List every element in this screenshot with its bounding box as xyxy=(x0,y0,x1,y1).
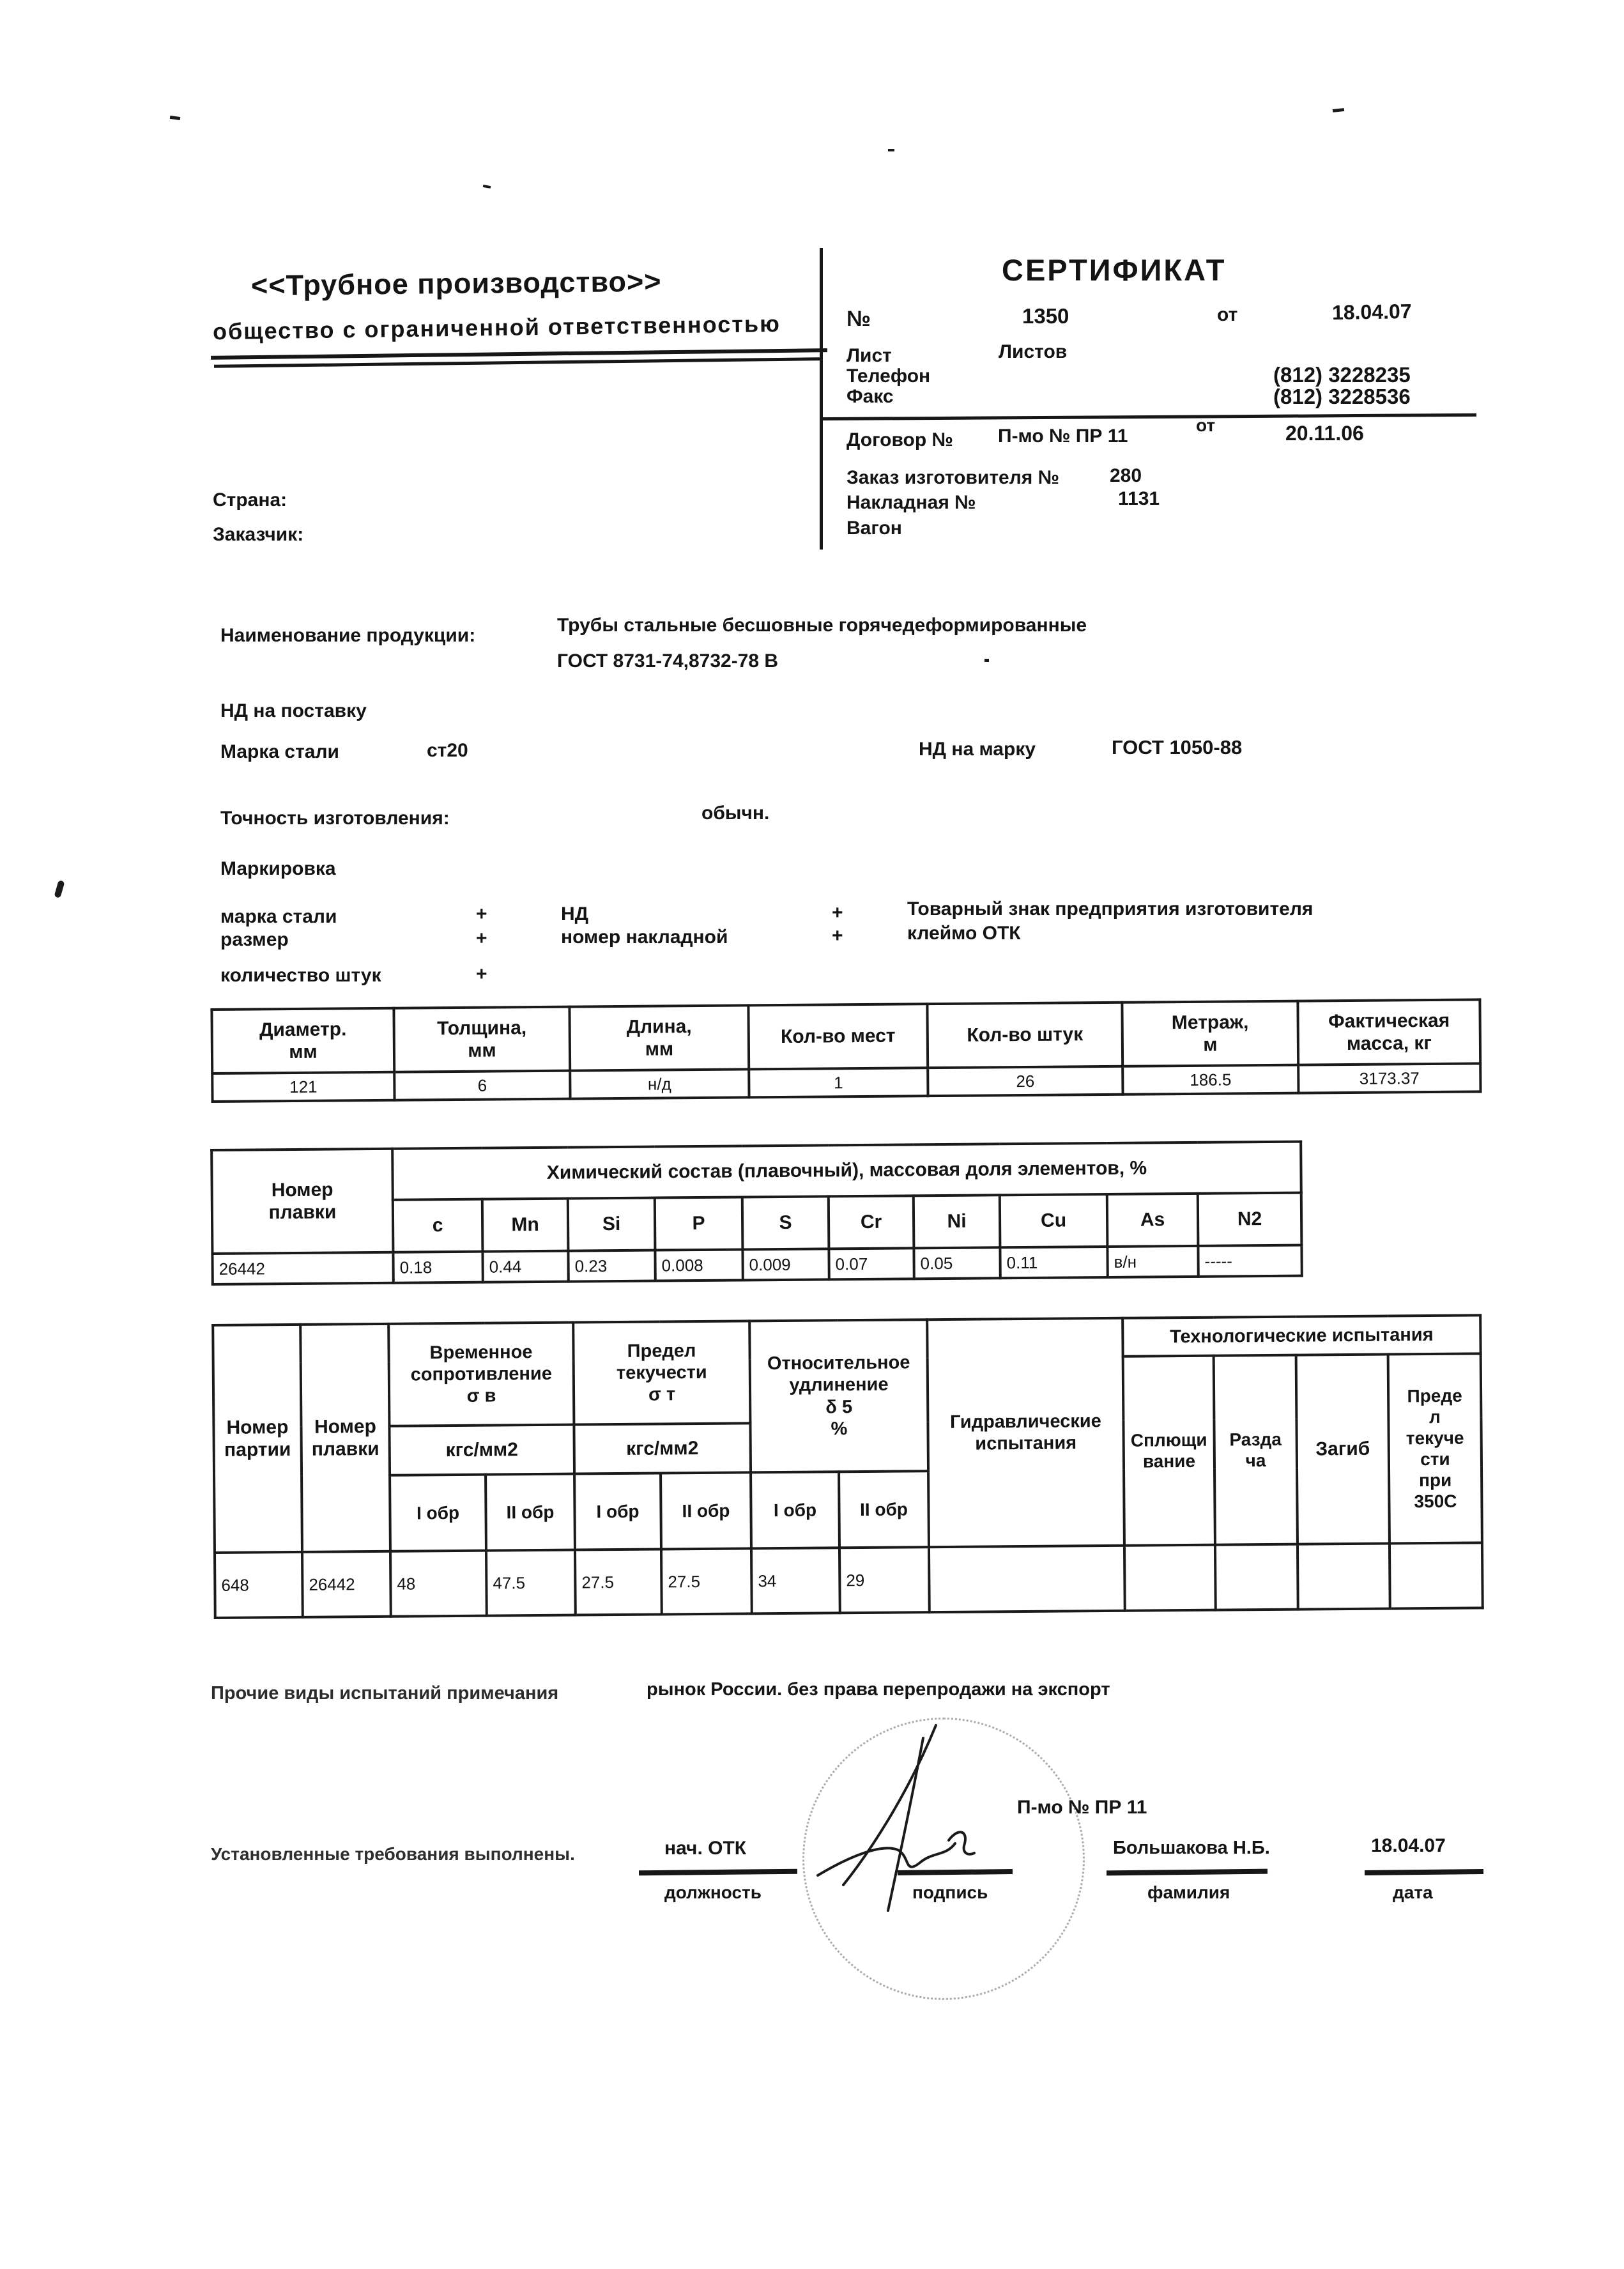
col-header-thickness: Толщина, мм xyxy=(394,1007,570,1072)
chem-value-p: 0.008 xyxy=(655,1249,742,1281)
yield-350-value xyxy=(1390,1542,1483,1608)
chemistry-table xyxy=(210,1141,1303,1286)
places-value: 1 xyxy=(749,1068,928,1097)
pieces-value: 26 xyxy=(928,1066,1122,1096)
expansion-value xyxy=(1215,1544,1298,1610)
manufacturer-order-label: Заказ изготовителя № xyxy=(846,467,1060,488)
marking-label: Маркировка xyxy=(220,858,336,879)
col-header-pieces: Кол-во штук xyxy=(927,1003,1122,1068)
hydraulic-test-value xyxy=(929,1546,1125,1612)
chem-value-cu: 0.11 xyxy=(1000,1247,1107,1278)
certificate-number: 1350 xyxy=(1022,304,1069,328)
col-header-diameter: Диаметр. мм xyxy=(211,1008,394,1073)
elongation-sample-2-value: 29 xyxy=(839,1547,930,1613)
name-label: фамилия xyxy=(1147,1882,1230,1902)
tensile-sample-2-value: 47.5 xyxy=(486,1550,576,1616)
yield-350-header: Преде л текуче сти при 350С xyxy=(1388,1353,1482,1543)
party-number-value: 648 xyxy=(215,1552,303,1618)
scan-speck xyxy=(888,149,894,151)
chem-value-si: 0.23 xyxy=(568,1250,655,1282)
flattening-value xyxy=(1124,1545,1216,1611)
heat-number-header: Номер плавки xyxy=(211,1149,393,1254)
fax-value: (812) 3228536 xyxy=(1273,385,1411,408)
element-header-si: Si xyxy=(568,1198,655,1251)
plus-sign: + xyxy=(476,928,487,949)
certificate-number-label: № xyxy=(846,307,871,331)
company-name: <<Трубное производство>> xyxy=(250,265,662,302)
sheets-label: Листов xyxy=(999,341,1068,362)
date-label: дата xyxy=(1393,1882,1433,1902)
bend-header: Загиб xyxy=(1296,1355,1390,1544)
date-underline xyxy=(1365,1869,1483,1875)
contract-label: Договор № xyxy=(846,429,953,450)
elongation-sample-2-header: II обр xyxy=(839,1471,929,1548)
invoice-value: 1131 xyxy=(1118,488,1160,509)
chemistry-title: Химический состав (плавочный), массовая доля элементов, % xyxy=(392,1142,1301,1200)
mechanical-table xyxy=(211,1314,1484,1619)
marking-item-invoice-number: номер накладной xyxy=(561,927,728,948)
element-header-as: As xyxy=(1107,1194,1199,1247)
col-header-mass: Фактическая масса, кг xyxy=(1298,999,1480,1065)
thickness-value: 6 xyxy=(394,1071,570,1100)
chem-value-s: 0.009 xyxy=(742,1249,829,1280)
plus-sign: + xyxy=(476,904,487,925)
element-header-mn: Mn xyxy=(482,1199,569,1252)
header-underline xyxy=(214,357,821,368)
position-value: нач. ОТК xyxy=(664,1838,747,1859)
technological-tests-header: Технологические испытания xyxy=(1122,1315,1480,1356)
scan-speck xyxy=(984,659,989,662)
marking-item-steel-grade: марка стали xyxy=(220,906,337,927)
elongation-header: Относительное удлинение δ 5 % xyxy=(749,1319,928,1472)
tensile-strength-header: Временное сопротивление σ в xyxy=(388,1323,574,1426)
phone-value: (812) 3228235 xyxy=(1273,363,1411,387)
stamp-contract-text: П-мо № ПР 11 xyxy=(1017,1797,1147,1818)
plus-sign: + xyxy=(832,925,843,946)
market-note: рынок России. без права перепродажи на экспорт xyxy=(647,1679,1110,1700)
meters-value: 186.5 xyxy=(1122,1065,1298,1095)
bend-value xyxy=(1298,1544,1390,1610)
certificate-of-label: от xyxy=(1217,304,1238,325)
other-tests-note: Прочие виды испытаний примечания xyxy=(211,1683,559,1704)
marking-item-trademark: Товарный знак предприятия изготовителя xyxy=(907,898,1314,919)
plus-sign: + xyxy=(832,902,843,923)
chem-value-cr: 0.07 xyxy=(829,1248,914,1279)
customer-label: Заказчик: xyxy=(213,524,304,545)
marking-item-nd: НД xyxy=(561,904,589,925)
element-header-cr: Cr xyxy=(829,1196,914,1249)
col-header-length: Длина, мм xyxy=(569,1005,749,1070)
tensile-sample-2-header: II обр xyxy=(486,1474,575,1551)
wagon-label: Вагон xyxy=(846,518,902,539)
certificate-title: СЕРТИФИКАТ xyxy=(1002,253,1227,287)
marking-item-otk-stamp: клеймо ОТК xyxy=(907,923,1021,944)
name-underline xyxy=(1107,1869,1268,1876)
nd-supply-label: НД на поставку xyxy=(220,700,367,721)
precision-label: Точность изготовления: xyxy=(220,808,450,829)
product-name-label: Наименование продукции: xyxy=(220,625,476,646)
date-value: 18.04.07 xyxy=(1371,1835,1446,1856)
tensile-unit: кгс/мм2 xyxy=(389,1425,574,1475)
col-header-meters: Метраж, м xyxy=(1122,1001,1298,1066)
mass-value: 3173.37 xyxy=(1298,1063,1480,1093)
marking-item-size: размер xyxy=(220,929,289,950)
yield-unit: кгс/мм2 xyxy=(574,1423,751,1473)
requirements-note: Установленные требования выполнены. xyxy=(211,1844,575,1864)
position-label: должность xyxy=(664,1882,762,1902)
fax-label: Факс xyxy=(846,386,894,407)
scan-speck xyxy=(1333,108,1344,112)
chem-value-as: в/н xyxy=(1107,1246,1198,1277)
steel-grade-value: ст20 xyxy=(427,740,468,761)
chem-value-n2: ----- xyxy=(1198,1245,1301,1277)
yield-sample-1-value: 27.5 xyxy=(575,1549,662,1615)
elongation-sample-1-value: 34 xyxy=(751,1548,840,1613)
chem-value-c: 0.18 xyxy=(393,1252,482,1283)
element-header-p: P xyxy=(655,1197,743,1250)
heat-number-header: Номер плавки xyxy=(300,1324,390,1552)
invoice-label: Накладная № xyxy=(846,492,976,513)
tensile-sample-1-header: I обр xyxy=(390,1475,486,1551)
element-header-s: S xyxy=(742,1196,829,1249)
signature-label: подпись xyxy=(912,1882,988,1902)
length-value: н/д xyxy=(570,1069,749,1098)
sheet-label: Лист xyxy=(846,345,892,366)
yield-sample-2-value: 27.5 xyxy=(661,1548,752,1614)
diameter-value: 121 xyxy=(212,1072,394,1102)
col-header-places: Кол-во мест xyxy=(748,1004,928,1069)
product-gost: ГОСТ 8731-74,8732-78 В xyxy=(557,650,779,672)
dimensions-table xyxy=(210,998,1482,1103)
expansion-header: Разда ча xyxy=(1214,1355,1298,1545)
contract-value: П-мо № ПР 11 xyxy=(998,426,1128,447)
manufacturer-order-value: 280 xyxy=(1110,465,1142,486)
scan-speck xyxy=(170,116,181,120)
element-header-n2: N2 xyxy=(1198,1193,1302,1246)
hydraulic-test-header: Гидравлические испытания xyxy=(927,1318,1124,1547)
contract-date: 20.11.06 xyxy=(1285,422,1364,445)
element-header-c: с xyxy=(393,1199,483,1252)
product-name: Трубы стальные бесшовные горячедеформированные xyxy=(557,615,1087,636)
scan-speck xyxy=(483,185,491,188)
name-value: Большакова Н.Б. xyxy=(1113,1838,1270,1858)
scan-speck xyxy=(54,880,65,898)
position-underline xyxy=(639,1869,797,1876)
phone-label: Телефон xyxy=(846,365,931,387)
contract-of-label: от xyxy=(1196,415,1216,435)
company-type: общество с ограниченной ответственностью xyxy=(212,310,781,345)
heat-number-value: 26442 xyxy=(212,1252,393,1284)
country-label: Страна: xyxy=(213,489,287,511)
party-number-header: Номер партии xyxy=(213,1325,302,1553)
header-horizontal-divider xyxy=(820,413,1476,420)
heat-number-value: 26442 xyxy=(302,1551,391,1617)
header-vertical-divider xyxy=(820,248,823,550)
signature xyxy=(786,1681,1105,2000)
element-header-cu: Cu xyxy=(1000,1194,1108,1247)
flattening-header: Сплющи вание xyxy=(1123,1356,1215,1546)
chem-value-ni: 0.05 xyxy=(914,1247,1000,1279)
nd-grade-label: НД на марку xyxy=(919,739,1036,760)
yield-sample-2-header: II обр xyxy=(661,1472,751,1549)
marking-item-quantity: количество штук xyxy=(220,965,381,986)
tensile-sample-1-value: 48 xyxy=(390,1551,487,1617)
precision-value: обычн. xyxy=(701,803,770,824)
yield-strength-header: Предел текучести σ т xyxy=(573,1321,750,1424)
elongation-sample-1-header: I обр xyxy=(751,1472,839,1548)
steel-grade-label: Марка стали xyxy=(220,741,339,762)
chem-value-mn: 0.44 xyxy=(482,1251,568,1282)
nd-grade-value: ГОСТ 1050-88 xyxy=(1112,736,1243,758)
yield-sample-1-header: I обр xyxy=(574,1473,661,1550)
element-header-ni: Ni xyxy=(914,1195,1000,1248)
plus-sign: + xyxy=(476,964,487,985)
certificate-date: 18.04.07 xyxy=(1331,299,1412,325)
